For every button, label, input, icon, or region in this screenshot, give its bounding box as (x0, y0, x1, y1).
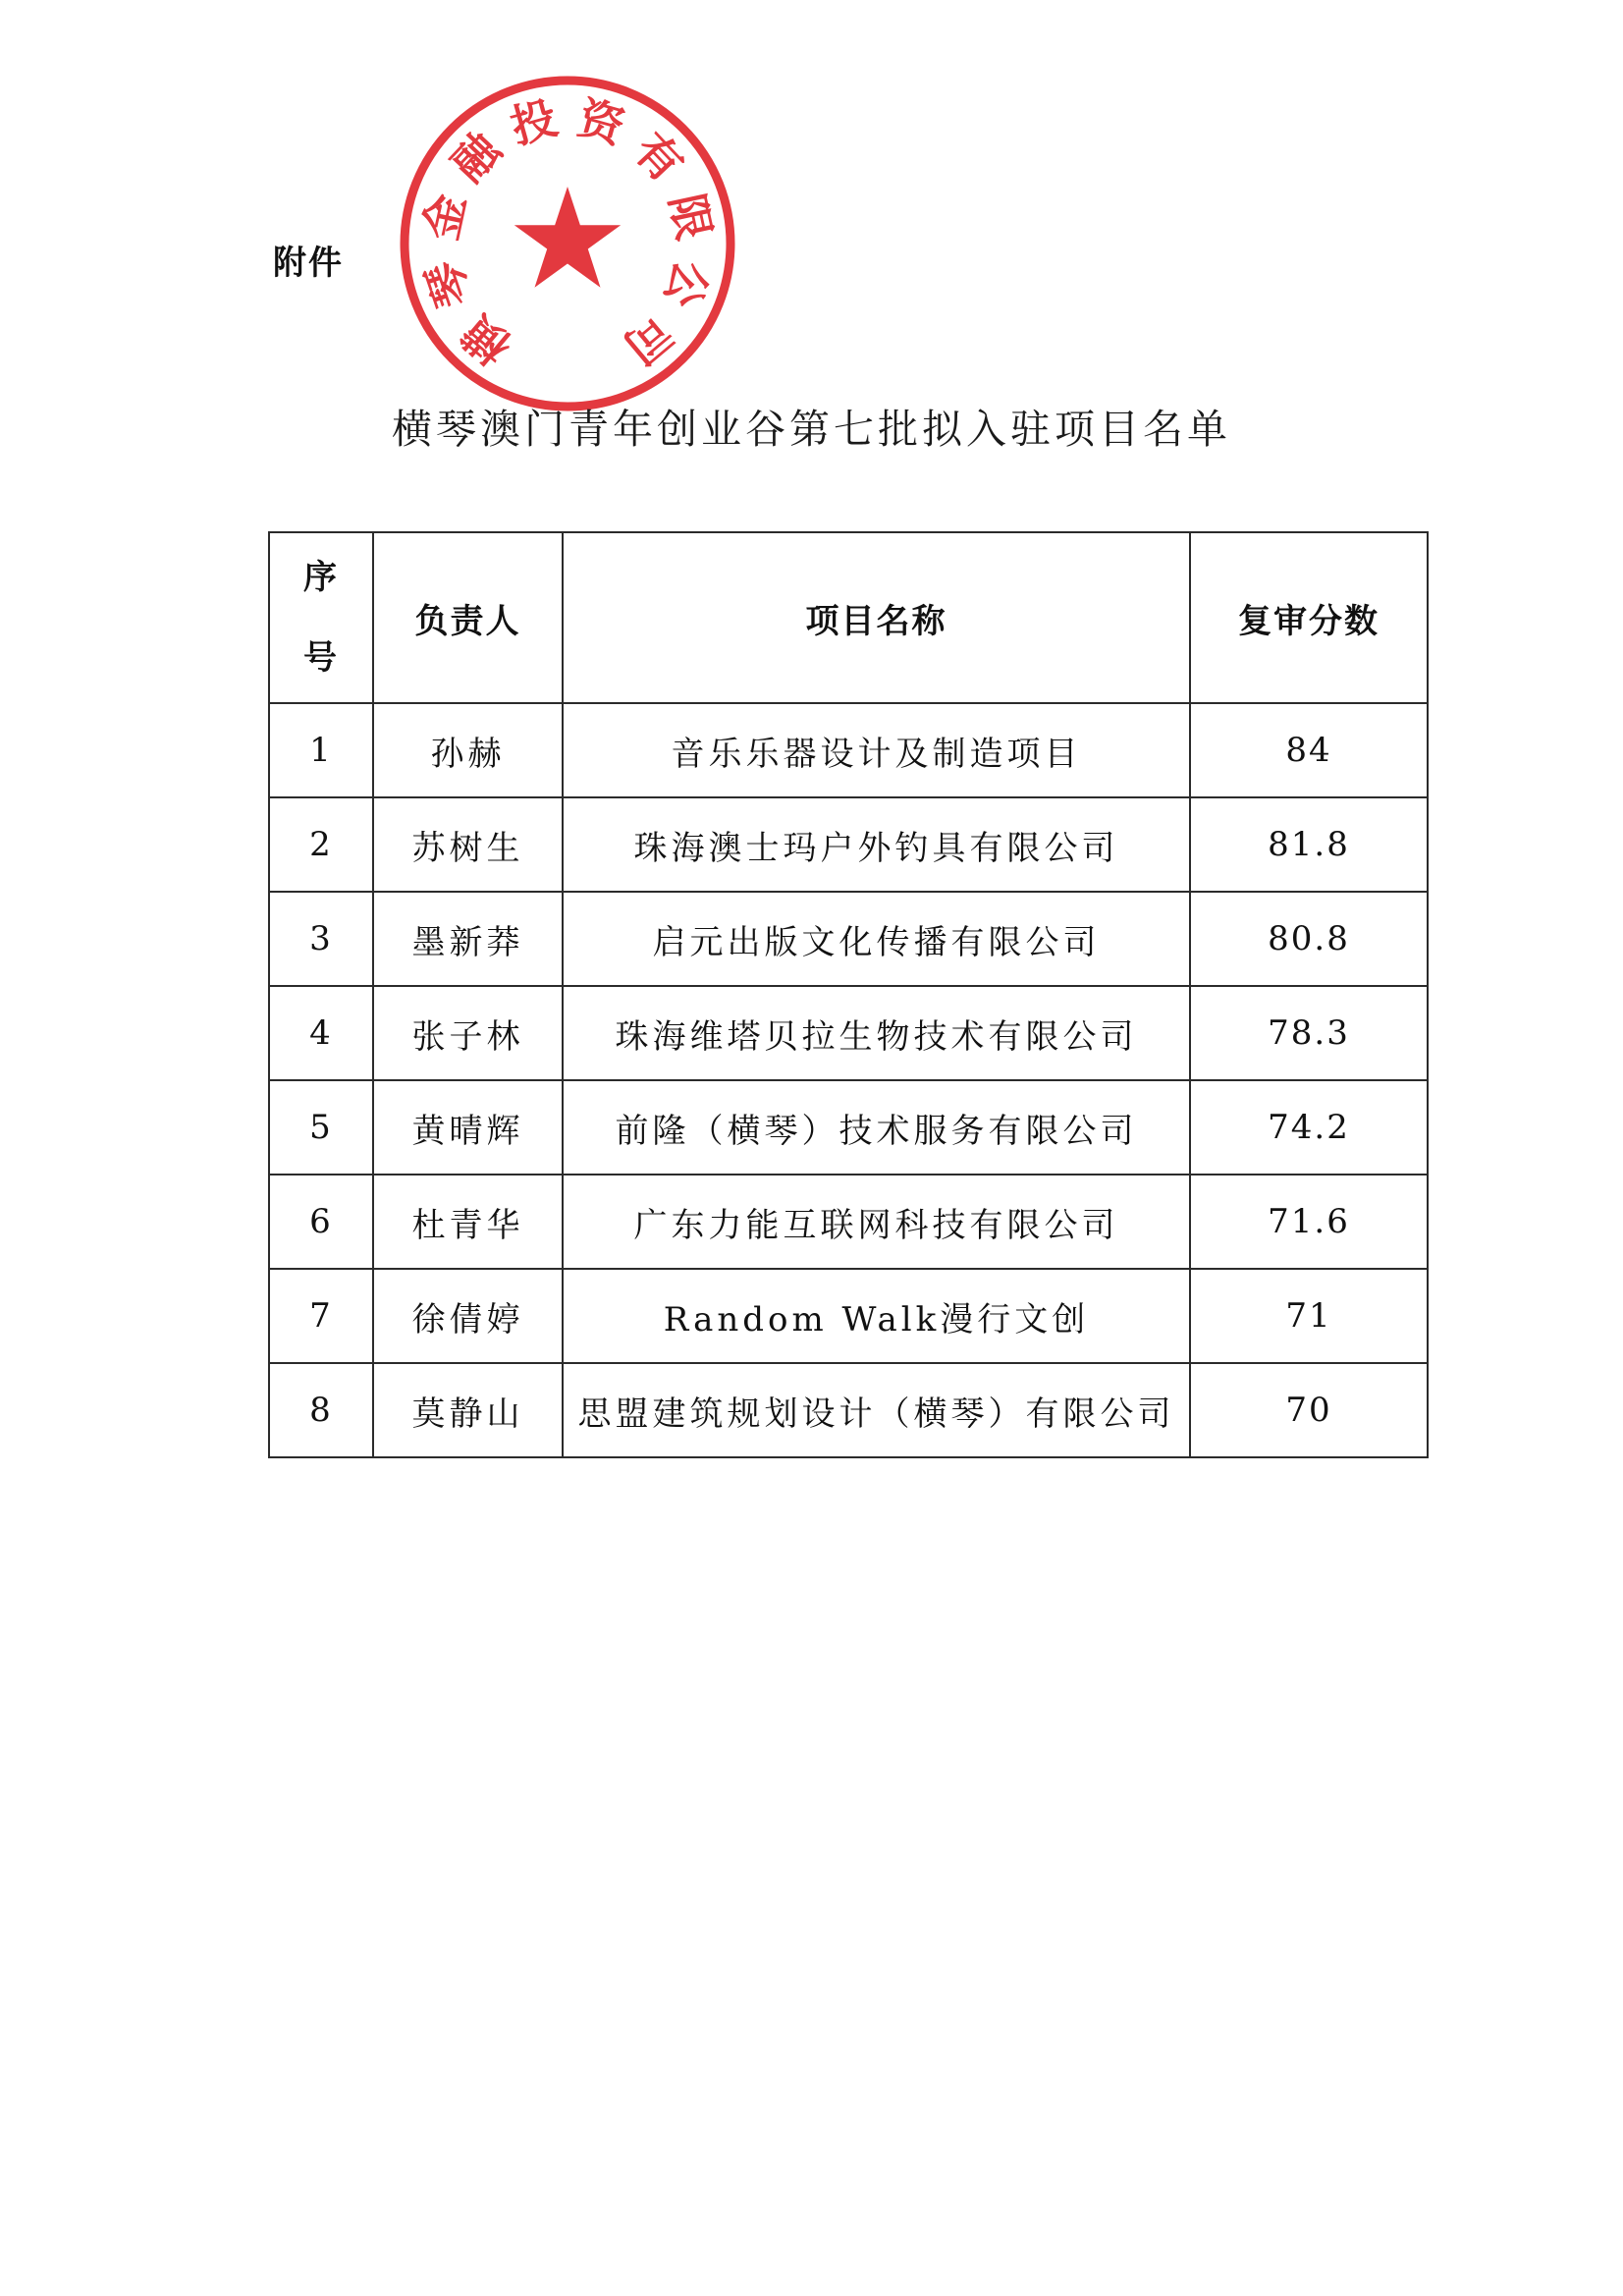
seal-ring-char: 资 (571, 90, 630, 154)
cell-leader: 莫静山 (373, 1363, 563, 1457)
cell-serial-number: 7 (269, 1269, 373, 1363)
cell-project-name: 音乐乐器设计及制造项目 (563, 703, 1190, 797)
header-serial-number-line1: 序 (303, 558, 339, 597)
table-row (269, 797, 1428, 892)
cell-review-score: 71.6 (1190, 1175, 1428, 1269)
cell-project-name: 启元出版文化传播有限公司 (563, 892, 1190, 986)
cell-project-name: Random Walk漫行文创 (563, 1269, 1190, 1363)
company-seal (395, 71, 740, 416)
seal-ring-char: 横 (452, 304, 521, 375)
header-serial-number (269, 532, 373, 703)
seal-star-icon (514, 187, 621, 288)
header-project-name: 项目名称 (563, 532, 1190, 703)
cell-serial-number: 2 (269, 797, 373, 892)
header-leader: 负责人 (373, 532, 563, 703)
seal-ring-char: 司 (614, 304, 683, 375)
cell-project-name: 珠海澳士玛户外钓具有限公司 (563, 797, 1190, 892)
cell-project-name: 思盟建筑规划设计（横琴）有限公司 (563, 1363, 1190, 1457)
cell-serial-number: 3 (269, 892, 373, 986)
cell-leader: 张子林 (373, 986, 563, 1080)
table-row (269, 1269, 1428, 1363)
project-list-table (268, 531, 1429, 1458)
header-serial-number-line2: 号 (303, 638, 339, 678)
seal-ring-char: 琴 (415, 253, 481, 314)
attachment-label: 附件 (273, 244, 344, 283)
cell-review-score: 70 (1190, 1363, 1428, 1457)
document-title: 横琴澳门青年创业谷第七批拟入驻项目名单 (392, 406, 1231, 453)
cell-review-score: 81.8 (1190, 797, 1428, 892)
cell-project-name: 前隆（横琴）技术服务有限公司 (563, 1080, 1190, 1175)
cell-project-name: 珠海维塔贝拉生物技术有限公司 (563, 986, 1190, 1080)
cell-leader: 墨新莽 (373, 892, 563, 986)
table-row (269, 1363, 1428, 1457)
cell-serial-number: 4 (269, 986, 373, 1080)
cell-leader: 黄晴辉 (373, 1080, 563, 1175)
cell-leader: 孙赫 (373, 703, 563, 797)
cell-serial-number: 8 (269, 1363, 373, 1457)
table-row (269, 1175, 1428, 1269)
table-header-row (269, 532, 1428, 703)
seal-ring-char: 投 (505, 90, 564, 154)
cell-serial-number: 6 (269, 1175, 373, 1269)
cell-project-name: 广东力能互联网科技有限公司 (563, 1175, 1190, 1269)
seal-ring-char: 有 (623, 122, 694, 192)
cell-leader: 杜青华 (373, 1175, 563, 1269)
cell-leader: 苏树生 (373, 797, 563, 892)
table-row (269, 986, 1428, 1080)
cell-review-score: 71 (1190, 1269, 1428, 1363)
header-review-score: 复审分数 (1190, 532, 1428, 703)
cell-serial-number: 1 (269, 703, 373, 797)
cell-leader: 徐倩婷 (373, 1269, 563, 1363)
table-row (269, 703, 1428, 797)
cell-review-score: 78.3 (1190, 986, 1428, 1080)
seal-ring-char: 公 (654, 253, 720, 314)
seal-ring-char: 限 (659, 189, 722, 246)
cell-review-score: 84 (1190, 703, 1428, 797)
table-row (269, 892, 1428, 986)
seal-ring-char: 金 (413, 189, 476, 246)
cell-review-score: 74.2 (1190, 1080, 1428, 1175)
cell-serial-number: 5 (269, 1080, 373, 1175)
seal-ring-char: 融 (441, 122, 512, 192)
table-row (269, 1080, 1428, 1175)
cell-review-score: 80.8 (1190, 892, 1428, 986)
